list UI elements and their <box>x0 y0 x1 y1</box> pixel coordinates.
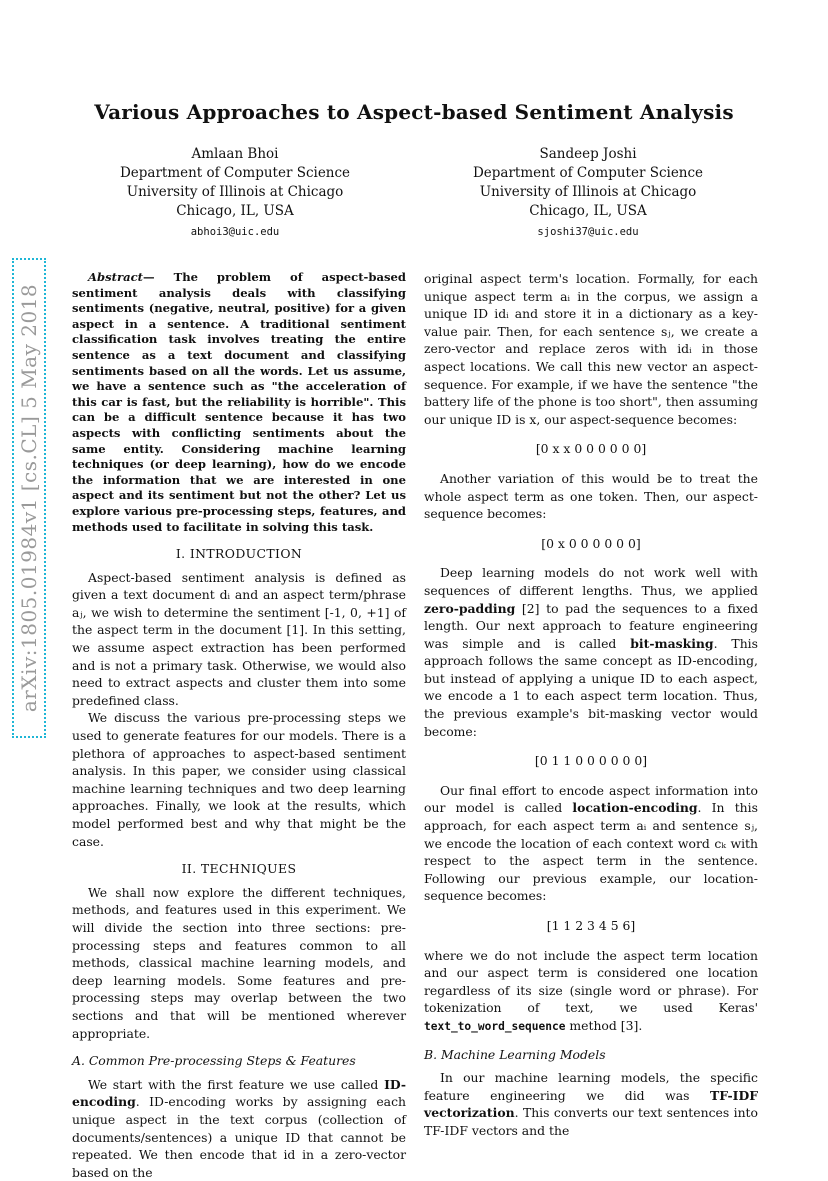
subsection-heading: B. Machine Learning Models <box>424 1046 606 1062</box>
bold-term: zero-padding <box>424 600 516 616</box>
paragraph: Another variation of this would be to treat the whole aspect term as one token. Then, our aspect-sequence becomes: <box>424 470 758 522</box>
text-run: . In this approach, for each aspect term aᵢ and sentence sⱼ, we encode the location of each context word cₖ with respect to the aspect term in the sentence. Following our previous example, our location-sequence becomes: <box>424 800 758 904</box>
arxiv-id: arXiv:1805.01984v1 [cs.CL] 5 May 2018 <box>17 283 41 713</box>
text-run: In our machine learning models, the specific feature engineering we did was <box>424 1070 758 1103</box>
abstract-text: The problem of aspect-based sentiment analysis deals with classifying sentiments (negative, neutral, positive) for a given aspect in a sentence. A traditional sentiment classification task involves treating the entire sentence as a text document and classifying sentiments based on all the words. Let us assume, we have a sentence such as "the acceleration of this car is fast, but the reliability is horrible". This can be a difficult sentence because it has two aspects with conflicting sentiments about the same entity. Considering machine learning techniques (or deep learning), how do we encode the information that we are interested in one aspect and its sentiment but not the other? Let us explore various pre-processing steps, features, and methods used to facilitate in solving this task. <box>72 270 406 534</box>
author-location: Chicago, IL, USA <box>176 203 294 219</box>
paragraph: We shall now explore the different techniques, methods, and features used in this experiment. We will divide the section into three sections: pre-processing steps and features common to all methods, classical machine learning models, and deep learning models. Some features and pre-processing steps may overlap between the two sections and that will be mentioned wherever appropriate. <box>72 884 406 1041</box>
author-name: Sandeep Joshi <box>539 146 637 162</box>
vector-example: [0 x x 0 0 0 0 0 0] <box>535 441 647 457</box>
bold-term: location-encoding <box>572 800 698 816</box>
author-block-2 <box>438 145 738 242</box>
author-email[interactable]: abhoi3@uic.edu <box>190 226 280 238</box>
text-run: . This approach follows the same concept as ID-encoding, but instead of applying a unique ID to each aspect, we encode a 1 to each aspect term location. Thus, the previous example's bit-masking vector would become: <box>424 635 758 739</box>
vector-example: [0 x 0 0 0 0 0 0] <box>541 535 641 551</box>
text-run: [2] to pad the sequences to a fixed length. Our next approach to feature engineering was simple and is called <box>424 600 758 651</box>
text-run: . This converts our text sentences into TF-IDF vectors and the <box>424 1105 758 1138</box>
text-run: Deep learning models do not work well with sequences of different lengths. Thus, we applied <box>424 565 758 598</box>
author-dept: Department of Computer Science <box>472 165 704 181</box>
text-run: method [3]. <box>565 1017 643 1033</box>
code-term: text_to_word_sequence <box>424 1019 566 1033</box>
paper-title: Various Approaches to Aspect-based Sentiment Analysis <box>94 100 734 124</box>
paragraph <box>424 947 758 1036</box>
author-name: Amlaan Bhoi <box>191 146 279 162</box>
section-heading: I. INTRODUCTION <box>175 546 303 562</box>
abstract-label: Abstract <box>88 270 144 284</box>
author-univ: University of Illinois at Chicago <box>479 184 697 200</box>
author-location: Chicago, IL, USA <box>529 203 647 219</box>
paragraph <box>424 564 758 740</box>
vector-example: [0 1 1 0 0 0 0 0 0] <box>534 753 648 769</box>
author-email[interactable]: sjoshi37@uic.edu <box>537 226 639 238</box>
author-dept: Department of Computer Science <box>119 165 351 181</box>
paragraph <box>424 1069 758 1139</box>
paragraph: original aspect term's location. Formally, for each unique aspect term aᵢ in the corpus, we assign a unique ID idᵢ and store it in a dictionary as a key-value pair. Then, for each sentence sⱼ, we create a zero-vector and replace zeros with idᵢ in those aspect locations. We call this new vector an aspect-sequence. For example, if we have the sentence "the battery life of the phone is too short", then assuming our unique ID is x, our aspect-sequence becomes: <box>424 271 758 427</box>
bold-term: ID-encoding <box>72 1076 406 1110</box>
subsection-heading: A. Common Pre-processing Steps & Features <box>72 1053 356 1069</box>
vector-example: [1 1 2 3 4 5 6] <box>546 918 636 933</box>
paragraph: We discuss the various pre-processing steps we used to generate features for our models. There is a plethora of approaches to aspect-based sentiment analysis. In this paper, we consider using classical machine learning techniques and two deep learning approaches. Finally, we look at the results, which model performed best and why that might be the case. <box>72 710 406 849</box>
paragraph <box>424 782 758 905</box>
text-run: We start with the first feature we use called <box>88 1076 385 1092</box>
arxiv-sidebar-stamp[interactable] <box>12 258 46 738</box>
paragraph <box>72 1076 406 1181</box>
author-univ: University of Illinois at Chicago <box>126 184 344 200</box>
text-run: where we do not include the aspect term location and our aspect term is considered one location regardless of its size (single word or phrase). For tokenization of text, we used Keras' <box>424 947 758 1016</box>
section-heading: II. TECHNIQUES <box>181 861 297 877</box>
author-block-1 <box>85 145 385 242</box>
bold-term: TF-IDF vectorization <box>424 1087 758 1121</box>
right-column <box>424 270 758 1140</box>
left-column <box>72 270 406 1181</box>
bold-term: bit-masking <box>630 635 714 651</box>
text-run: . ID-encoding works by assigning each unique aspect in the text corpus (collection of documents/sentences) a unique ID that cannot be repeated. We then encode that id in a zero-vector based on the <box>72 1094 406 1180</box>
text-run: Our final effort to encode aspect information into our model is called <box>424 782 758 816</box>
abstract: Abstract— The problem of aspect-based sentiment analysis deals with classifying sentiments (negative, neutral, positive) for a given aspect in a sentence. A traditional sentiment classification task involves treating the entire sentence as a text document and classifying sentiments based on all the words. Let us assume, we have a sentence such as "the acceleration of this car is fast, but the reliability is horrible". This can be a difficult sentence because it has two aspects with conflicting sentiments about the same entity. Considering machine learning techniques (or deep learning), how do we encode the information that we are interested in one aspect and its sentiment but not the other? Let us explore various pre-processing steps, features, and methods used to facilitate in solving this task. <box>72 270 406 534</box>
paragraph: Aspect-based sentiment analysis is defined as given a text document dᵢ and an aspect term/phrase aⱼ, we wish to determine the sentiment [-1, 0, +1] of the aspect term in the document [1]. In this setting, we assume aspect extraction has been performed and is not a primary task. Otherwise, we would also need to extract aspects and cluster them into some predefined class. <box>72 569 406 708</box>
